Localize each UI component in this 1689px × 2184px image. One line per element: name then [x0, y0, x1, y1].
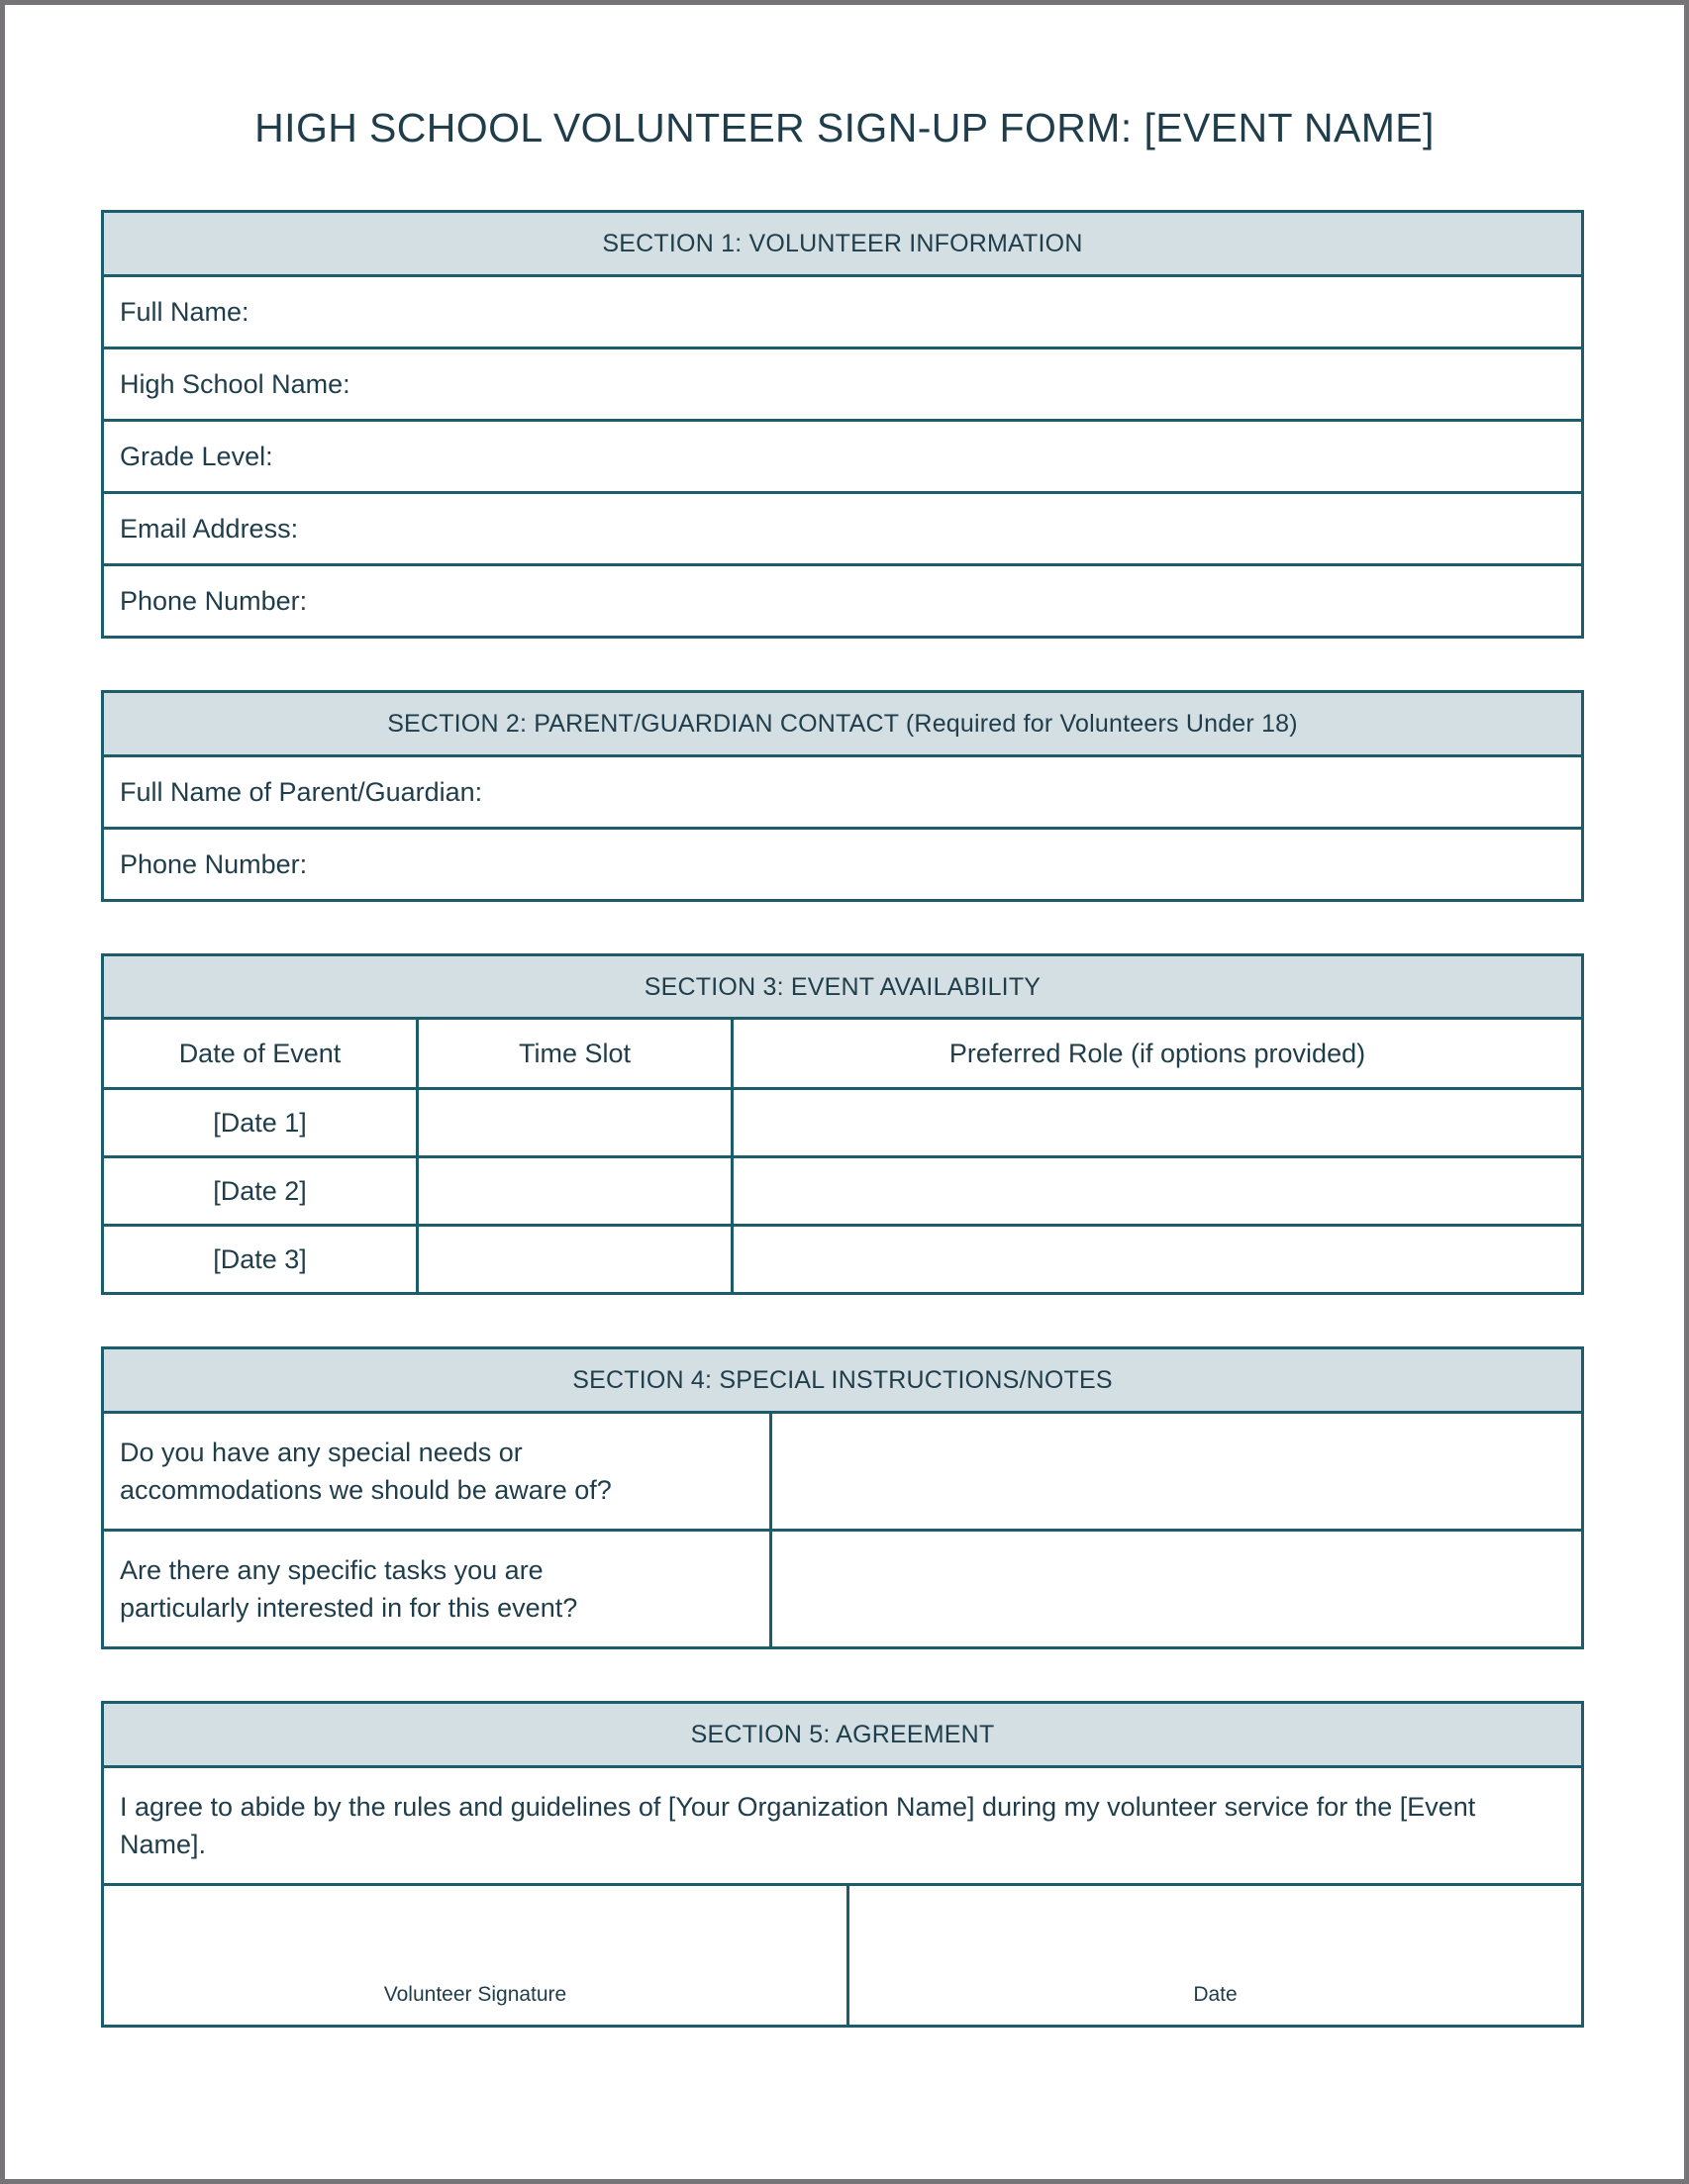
answer-special-needs[interactable] [772, 1414, 1581, 1529]
agreement-text: I agree to abide by the rules and guidelines of [Your Organization Name] during my volunteer service for the [Event Name]. [120, 1791, 1476, 1859]
cell-time-slot-3[interactable] [419, 1227, 734, 1292]
cell-preferred-role-2[interactable] [734, 1158, 1581, 1224]
page-title: HIGH SCHOOL VOLUNTEER SIGN-UP FORM: [EVENT NAME] [254, 105, 1435, 150]
table-row [104, 566, 1581, 636]
cell-preferred-role-3[interactable] [734, 1227, 1581, 1292]
section-5-header: SECTION 5: AGREEMENT [104, 1704, 1581, 1768]
field-label-parent-phone-number: Phone Number: [120, 848, 308, 879]
signature-row [104, 1886, 1581, 2025]
section-special-instructions [101, 1346, 1584, 1649]
cell-date-1: [Date 1] [104, 1090, 419, 1155]
table-row [104, 349, 1581, 422]
field-label-grade-level: Grade Level: [120, 441, 273, 471]
question-special-needs [104, 1414, 772, 1529]
signature-date-label: Date [1193, 1982, 1238, 2006]
signature-date-field[interactable] [849, 1886, 1581, 2025]
table-row [104, 1414, 1581, 1532]
cell-date-3: [Date 3] [104, 1227, 419, 1292]
section-1-header: SECTION 1: VOLUNTEER INFORMATION [104, 213, 1581, 277]
table-row [104, 757, 1581, 830]
question-specific-tasks [104, 1532, 772, 1646]
section-agreement [101, 1701, 1584, 2028]
table-row [104, 1227, 1581, 1292]
section-event-availability [101, 953, 1584, 1296]
question-special-needs-line-1: Do you have any special needs or [120, 1437, 523, 1467]
cell-date-2: [Date 2] [104, 1158, 419, 1224]
table-row [104, 422, 1581, 494]
question-specific-tasks-line-1: Are there any specific tasks you are [120, 1554, 544, 1585]
table-row [104, 1532, 1581, 1646]
section-volunteer-information [101, 210, 1584, 639]
column-header-preferred-role: Preferred Role (if options provided) [948, 1039, 1366, 1069]
field-label-full-name: Full Name: [120, 296, 249, 327]
cell-preferred-role-1[interactable] [734, 1090, 1581, 1155]
section-3-header: SECTION 3: EVENT AVAILABILITY [104, 956, 1581, 1021]
field-label-email-address: Email Address: [120, 513, 299, 544]
answer-specific-tasks[interactable] [772, 1532, 1581, 1646]
page-content [5, 5, 1684, 2179]
section-2-header: SECTION 2: PARENT/GUARDIAN CONTACT (Required for Volunteers Under 18) [104, 693, 1581, 757]
volunteer-signature-field[interactable] [104, 1886, 849, 2025]
table-row [104, 277, 1581, 349]
volunteer-signature-label: Volunteer Signature [383, 1982, 567, 2006]
table-row [104, 1768, 1581, 1886]
field-label-parent-full-name: Full Name of Parent/Guardian: [120, 776, 483, 807]
section-4-header: SECTION 4: SPECIAL INSTRUCTIONS/NOTES [104, 1349, 1581, 1414]
column-header-time-slot: Time Slot [419, 1020, 734, 1087]
field-label-high-school-name: High School Name: [120, 368, 350, 399]
table-row [104, 830, 1581, 899]
table-row [104, 1090, 1581, 1158]
cell-time-slot-2[interactable] [419, 1158, 734, 1224]
table-header-row [104, 1020, 1581, 1090]
question-specific-tasks-line-2: particularly interested in for this event? [120, 1593, 578, 1624]
table-row [104, 494, 1581, 566]
question-special-needs-line-2: accommodations we should be aware of? [120, 1475, 612, 1506]
cell-time-slot-1[interactable] [419, 1090, 734, 1155]
field-label-phone-number: Phone Number: [120, 585, 308, 616]
column-header-date-of-event: Date of Event [104, 1020, 419, 1087]
section-parent-guardian-contact [101, 690, 1584, 902]
table-row [104, 1158, 1581, 1227]
